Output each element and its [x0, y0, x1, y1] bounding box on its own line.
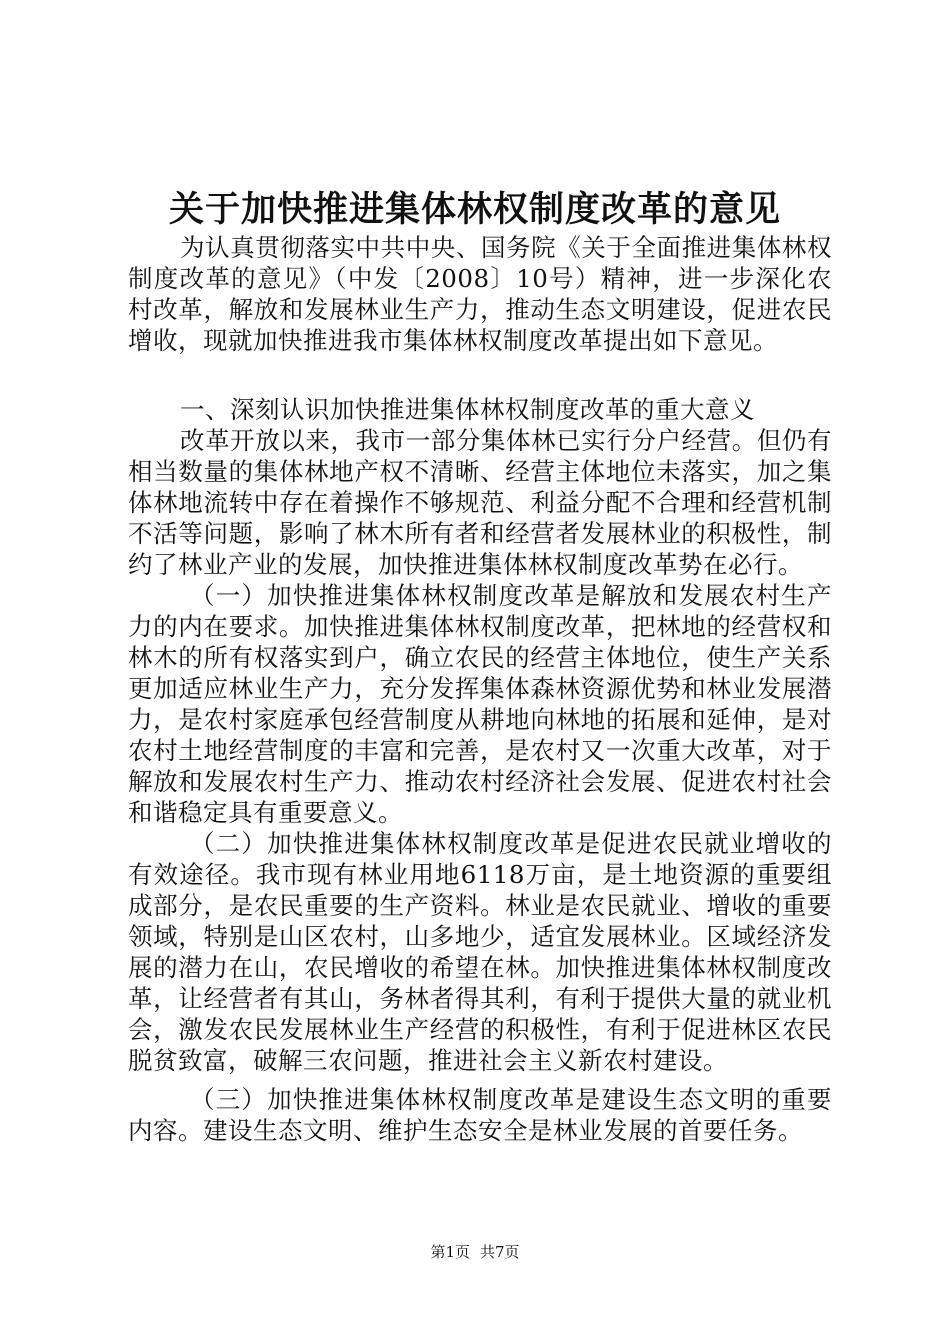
paragraph-spacer	[128, 356, 832, 394]
point-paragraph-2: （二）加快推进集体林权制度改革是促进农民就业增收的有效途径。我市现有林业用地6118万亩，是土地资源的重要组成部分，是农民重要的生产资料。林业是农民就业、增收的重要领域，特别是山区农村，山多地少，适宜发展林业。区域经济发展的潜力在山，农民增收的希望在林。加快推进集体林权制度改革，让经营者有其山，务林者得其利，有利于提供大量的就业机会，激发农民发展林业生产经营的积极性，有利于促进林区农民脱贫致富，破解三农问题，推进社会主义新农村建设。	[128, 829, 832, 1075]
page-number: 第1页	[430, 1243, 470, 1261]
page-footer	[0, 1242, 950, 1262]
document-title: 关于加快推进集体林权制度改革的意见	[168, 189, 781, 230]
document-body	[128, 232, 832, 1146]
intro-paragraph: 为认真贯彻落实中共中央、国务院《关于全面推进集体林权制度改革的意见》（中发〔2008〕10号）精神，进一步深化农村改革，解放和发展林业生产力，推动生态文明建设，促进农民增收，现就加快推进我市集体林权制度改革提出如下意见。	[128, 233, 832, 355]
paragraph-spacer	[128, 1076, 832, 1084]
section-paragraph: 改革开放以来，我市一部分集体林已实行分户经营。但仍有相当数量的集体林地产权不清晰、经营主体地位未落实，加之集体林地流转中存在着操作不够规范、利益分配不合理和经营机制不活等问题，影响了林木所有者和经营者发展林业的积极性，制约了林业产业的发展，加快推进集体林权制度改革势在必行。	[128, 426, 832, 579]
page-total: 共7页	[480, 1243, 520, 1261]
section-heading: 一、深刻认识加快推进集体林权制度改革的重大意义	[180, 395, 755, 424]
point-paragraph-3: （三）加快推进集体林权制度改革是建设生态文明的重要内容。建设生态文明、维护生态安全是林业发展的首要任务。	[128, 1085, 832, 1145]
point-paragraph-1: （一）加快推进集体林权制度改革是解放和发展农村生产力的内在要求。加快推进集体林权制度改革，把林地的经营权和林木的所有权落实到户，确立农民的经营主体地位，使生产关系更加适应林业生产力，充分发挥集体森林资源优势和林业发展潜力，是农村家庭承包经营制度从耕地向林地的拓展和延伸，是对农村土地经营制度的丰富和完善，是农村又一次重大改革，对于解放和发展农村生产力、推动农村经济社会发展、促进农村社会和谐稳定具有重要意义。	[128, 581, 832, 827]
